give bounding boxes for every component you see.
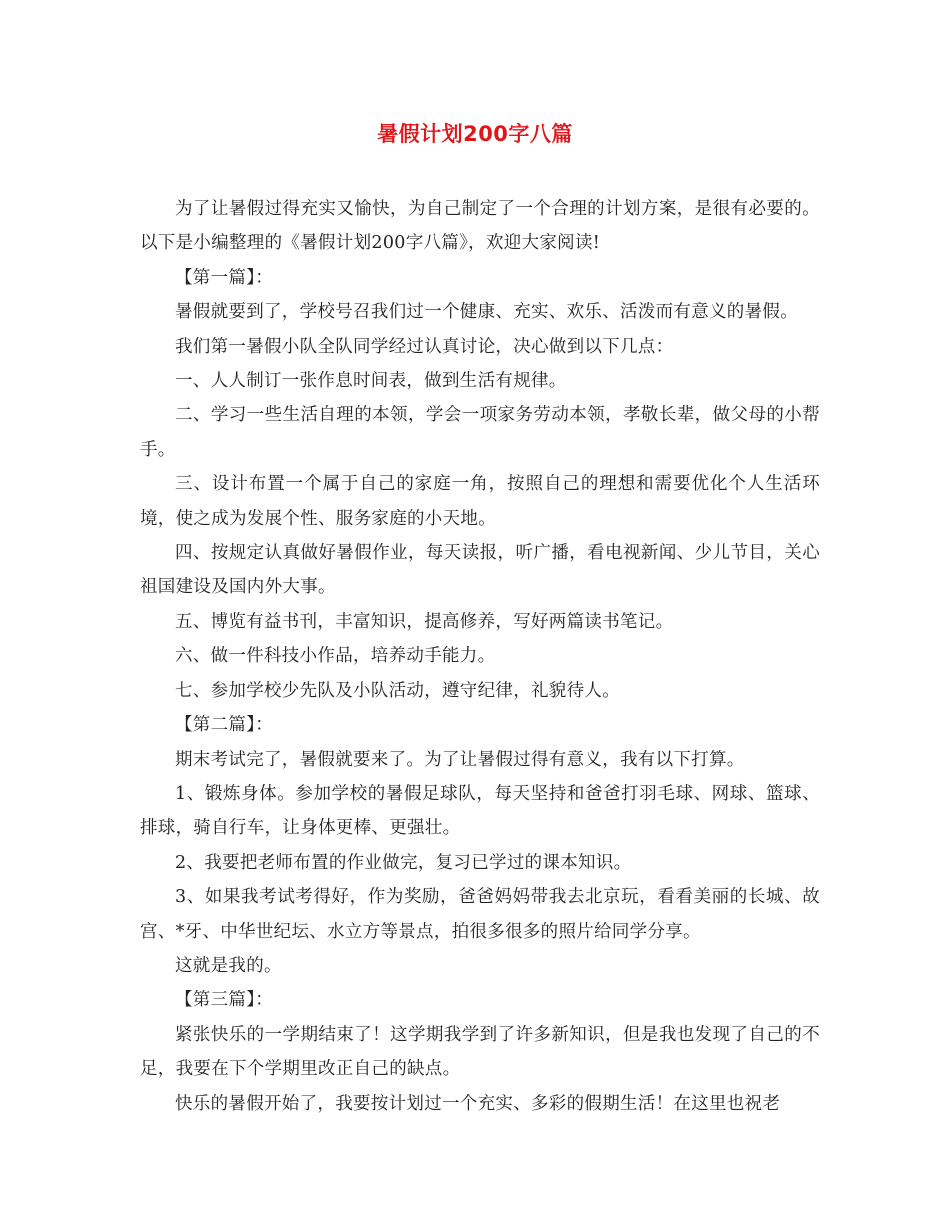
list-item: 二、学习一些生活自理的本领，学会一项家务劳动本领，孝敬长辈，做父母的小帮手。: [140, 405, 820, 460]
list-item: 2、我要把老师布置的作业做完，复习已学过的课本知识。: [175, 852, 632, 873]
section-heading-2: 【第二篇】：: [175, 715, 274, 736]
section-heading-1: 【第一篇】：: [175, 267, 274, 288]
paragraph: 紧张快乐的一学期结束了！这学期我学到了许多新知识，但是我也发现了自己的不足，我要在下个学期里改正自己的缺点。: [140, 1024, 820, 1080]
list-item: 1、锻炼身体。参加学校的暑假足球队，每天坚持和爸爸打羽毛球、网球、篮球、排球，骑自行车，让身体更棒、更强壮。: [140, 783, 820, 839]
paragraph: 暑假就要到了，学校号召我们过一个健康、充实、欢乐、活泼而有意义的暑假。: [175, 302, 798, 323]
paragraph: 期末考试完了，暑假就要来了。为了让暑假过得有意义，我有以下打算。: [175, 749, 745, 770]
document-title: 暑假计划200字八篇: [377, 122, 573, 146]
list-item: 一、人人制订一张作息时间表，做到生活有规律。: [175, 371, 567, 392]
list-item: 三、设计布置一个属于自己的家庭一角，按照自己的理想和需要优化个人生活环境，使之成为发展个性、服务家庭的小天地。: [140, 474, 820, 529]
list-item: 五、博览有益书刊，丰富知识，提高修养，写好两篇读书笔记。: [175, 611, 674, 632]
paragraph: 这就是我的。: [175, 955, 282, 976]
list-item: 3、如果我考试考得好，作为奖励，爸爸妈妈带我去北京玩，看看美丽的长城、故宫、*牙、中华世纪坛、水立方等景点，拍很多很多的照片给同学分享。: [140, 887, 820, 942]
document-body: [140, 192, 820, 1121]
list-item: 七、参加学校少先队及小队活动，遵守纪律，礼貌待人。: [175, 680, 620, 701]
paragraph: 我们第一暑假小队全队同学经过认真讨论，决心做到以下几点：: [175, 336, 674, 357]
section-heading-3: 【第三篇】：: [175, 990, 274, 1011]
paragraph-intro: 为了让暑假过得充实又愉快，为自己制定了一个合理的计划方案，是很有必要的。以下是小编整理的《暑假计划200字八篇》，欢迎大家阅读!: [140, 199, 820, 254]
list-item: 六、做一件科技小作品，培养动手能力。: [175, 646, 496, 667]
list-item: 四、按规定认真做好暑假作业，每天读报，听广播，看电视新闻、少儿节目，关心祖国建设及国内外大事。: [140, 543, 820, 598]
paragraph: 快乐的暑假开始了，我要按计划过一个充实、多彩的假期生活！在这里也祝老: [175, 1093, 781, 1114]
